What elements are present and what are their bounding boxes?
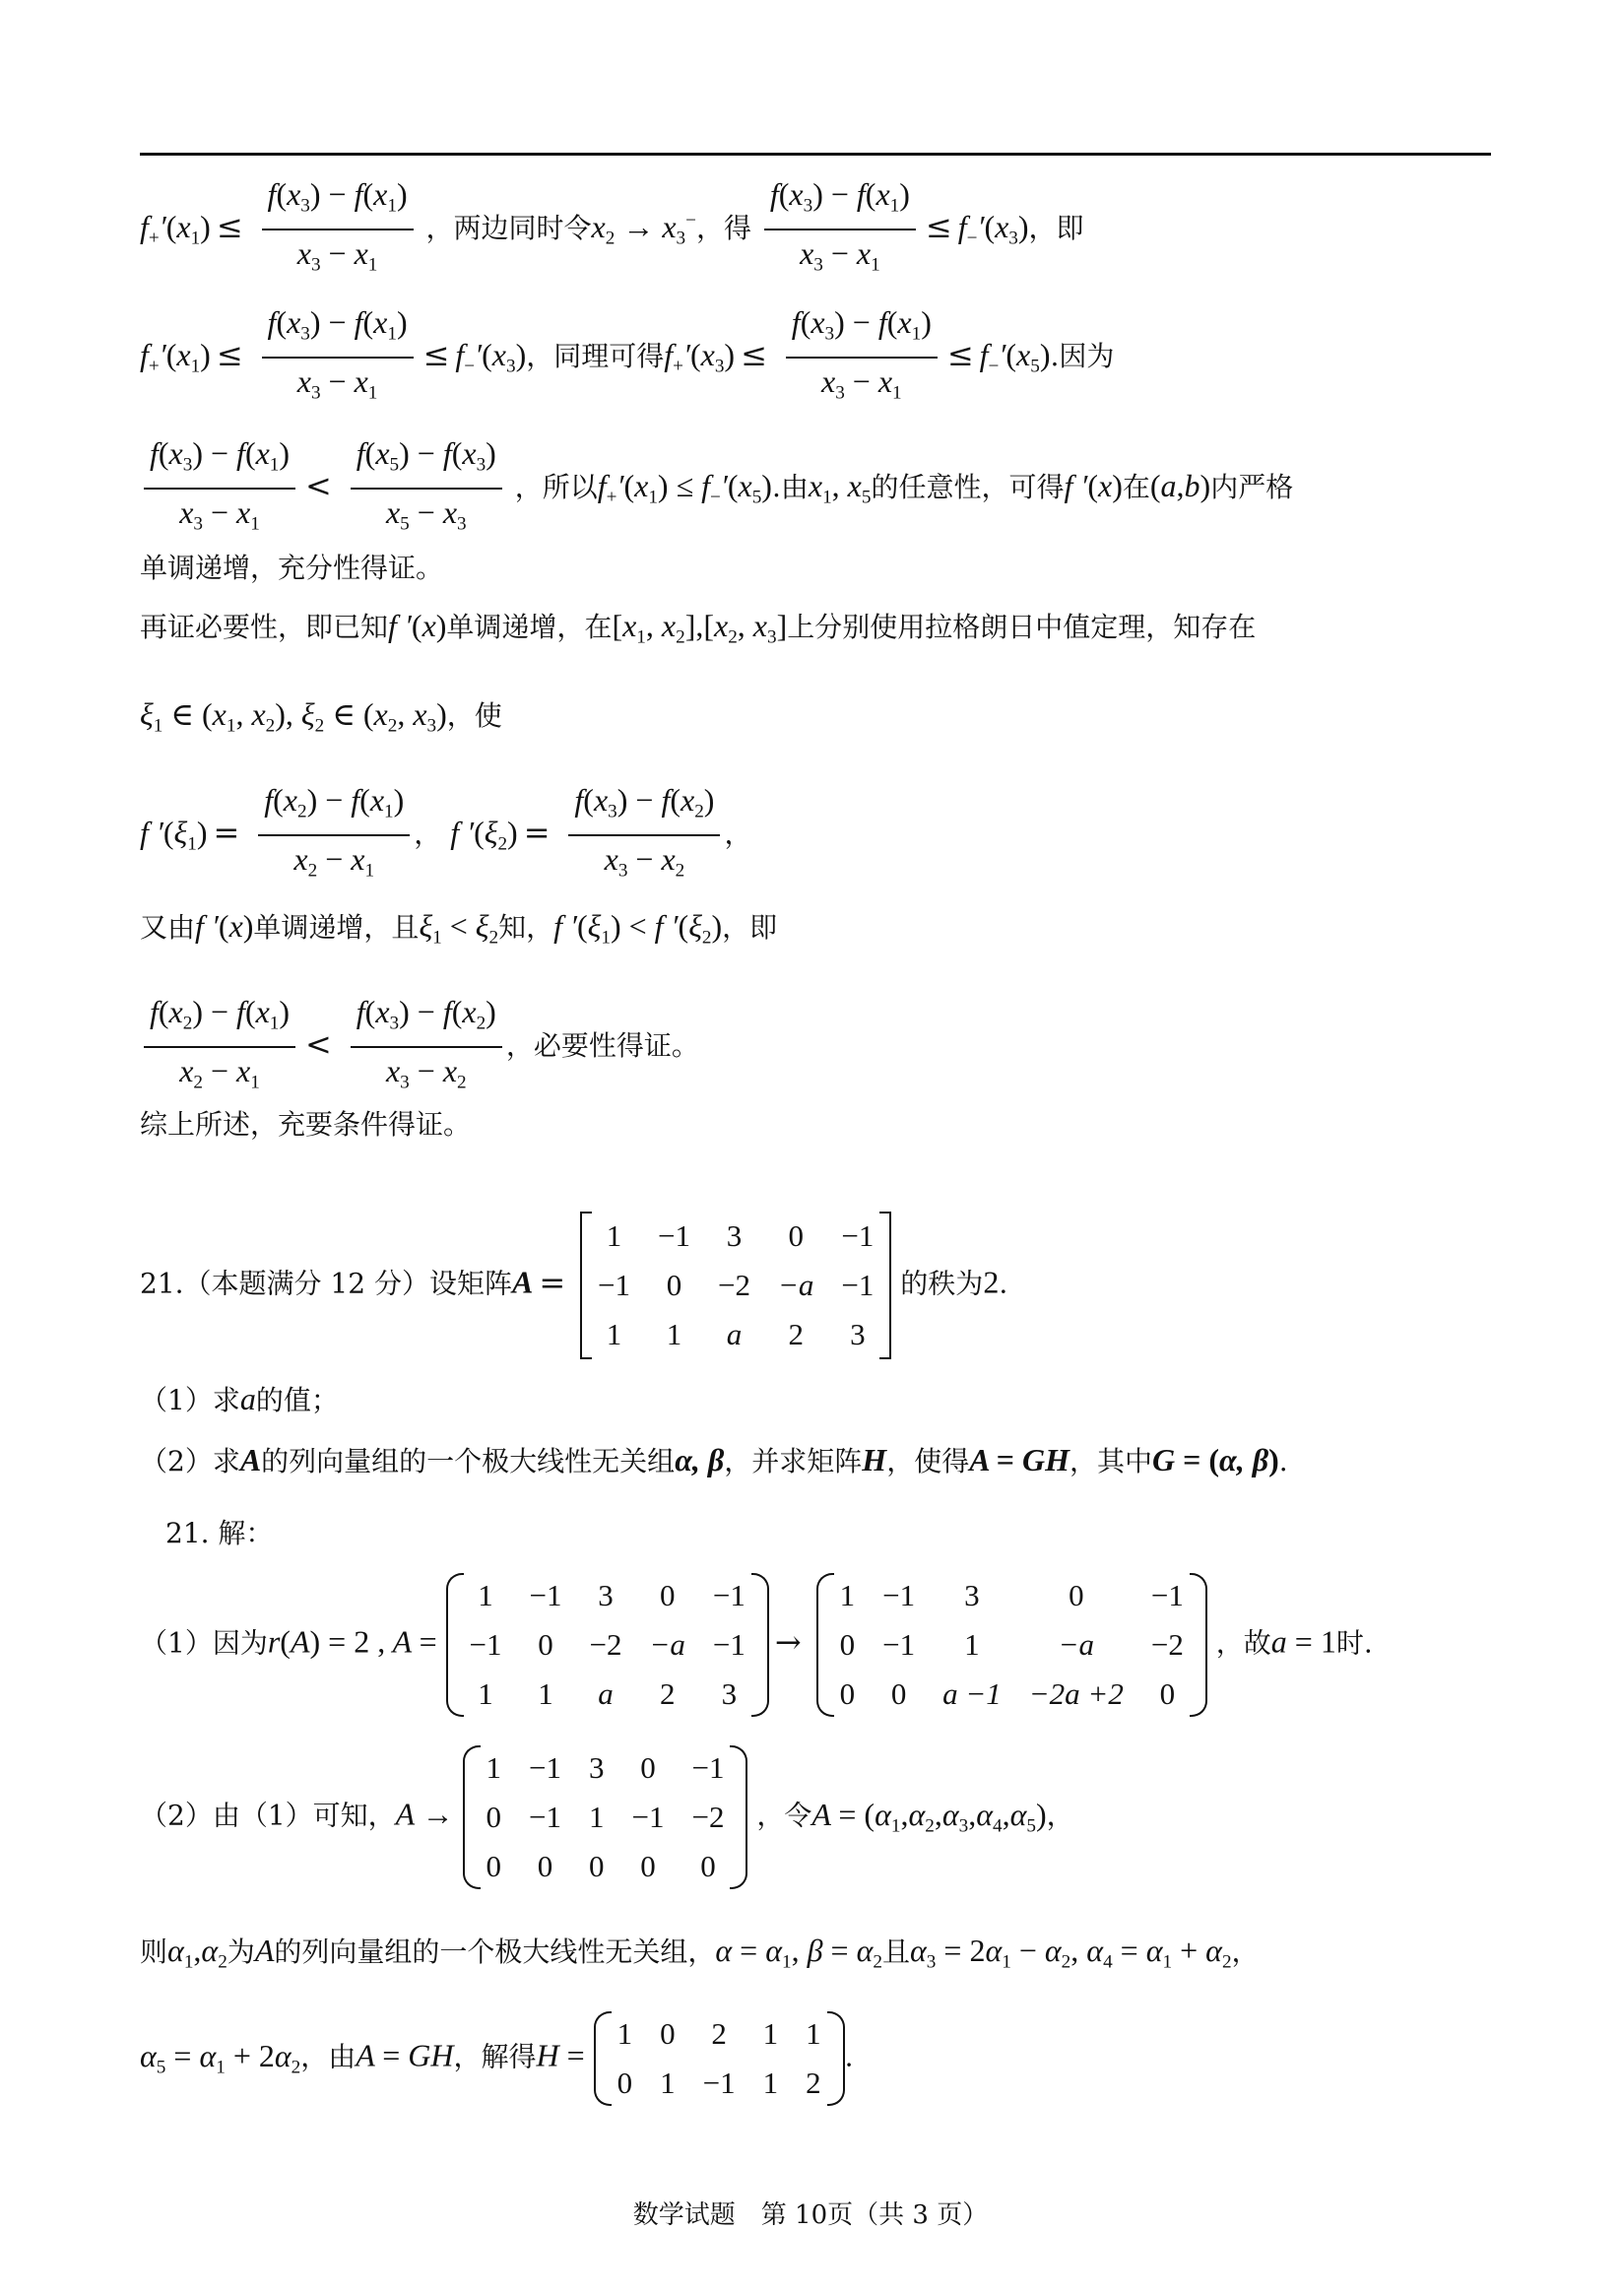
proof-line-10: 综上所述，充要条件得证。 <box>140 1108 472 1141</box>
matrix-A-original <box>446 1571 769 1719</box>
matrix-A-reduced-cell: 0 <box>537 1849 553 1883</box>
matrix-A-reduced-cell: 3 <box>589 1750 605 1785</box>
proof-line-7: f $'(\xi_1)$ = $\frac{f(x_2) - f(x_1)}{x_2 - x_1}$ ， f $'(\xi_2)$ = $\frac{f(x_3) - f(x_2)}{x_3 - x_2}$ ， <box>140 778 751 893</box>
matrix-A-cell: 0 <box>788 1218 804 1253</box>
matrix-A-reduced-cell: 0 <box>486 1849 502 1883</box>
matrix-A-cell: a <box>726 1317 743 1351</box>
matrix-A-row-reduced-cell: −2a +2 <box>1028 1676 1124 1711</box>
matrix-H-cell: 0 <box>660 2016 676 2051</box>
matrix-A-row-reduced-cell: 0 <box>890 1676 907 1711</box>
matrix-A-row-reduced-cell: 0 <box>839 1627 856 1662</box>
matrix-A-original-cell: 1 <box>538 1676 553 1711</box>
matrix-A-cell: 1 <box>606 1317 622 1351</box>
matrix-A-reduced-cell: 0 <box>700 1849 716 1883</box>
matrix-A-reduced-cell: 0 <box>640 1750 656 1785</box>
matrix-H-cell: 1 <box>616 2016 633 2051</box>
matrix-A-cell: 3 <box>726 1218 743 1253</box>
matrix-A-reduced-cell: −1 <box>529 1750 561 1785</box>
question-21-part-2: （2）求A的列向量组的一个极大线性无关组α, β，并求矩阵H，使得A = GH，其中G = (α, β). <box>140 1442 1288 1477</box>
matrix-A-cell: 0 <box>666 1268 682 1302</box>
matrix-A-cell: −a <box>777 1268 814 1302</box>
matrix-A-original-cell: 1 <box>478 1676 493 1711</box>
matrix-H-cell: 0 <box>616 2066 633 2100</box>
matrix-A-reduced-cell: 0 <box>589 1849 605 1883</box>
proof-line-1: $f_+'(x_1)$ ≤ $\frac{f(x_3) - f(x_1)}{x_3 - x_1}$ ，两边同时令$x_2 \to x_3^-$，得 $\frac{f(x_3) - f(x_1)}{x_3 - x_1}$ ≤ $f_-'(x_3)$，即 <box>140 172 1084 288</box>
matrix-A-cell: −1 <box>841 1268 875 1302</box>
matrix-A-row-reduced-cell: 0 <box>839 1676 856 1711</box>
solution-heading: 21. 解： <box>165 1517 274 1549</box>
matrix-A-reduced-cell: 0 <box>640 1849 656 1883</box>
matrix-A-row-reduced-cell: 1 <box>964 1627 980 1662</box>
matrix-A-row-reduced-cell: −a <box>1058 1627 1095 1662</box>
matrix-A-cell: 3 <box>850 1317 866 1351</box>
matrix-A <box>580 1212 891 1359</box>
matrix-A-row-reduced-cell: −2 <box>1150 1627 1184 1662</box>
matrix-A-original-cell: 1 <box>478 1578 493 1612</box>
matrix-A-original-cell: −a <box>649 1627 685 1662</box>
matrix-A-cell: 2 <box>788 1317 804 1351</box>
header-rule <box>140 153 1491 156</box>
matrix-H-cell: −1 <box>702 2066 736 2100</box>
matrix-A-cell: −2 <box>718 1268 750 1302</box>
matrix-A-row-reduced-cell: −1 <box>1150 1578 1184 1612</box>
question-21-part-1: （1）求a的值； <box>140 1381 339 1416</box>
matrix-A-row-reduced-cell: 1 <box>839 1578 856 1612</box>
matrix-A-reduced-cell: −2 <box>691 1800 725 1834</box>
matrix-A-original-cell: −1 <box>529 1578 562 1612</box>
matrix-A-row-reduced <box>816 1571 1207 1719</box>
matrix-A-cell: 1 <box>606 1218 622 1253</box>
solution-part-1: （1）因为r(A) = 2 , A = 1 −1 3 0 −1 −1 0 −2 −a −1 1 1 a 2 3 → 1 −1 3 0 −1 0 −1 1 −a −2 0 0 a −1 −2a +2 0 ，故a = 1时. <box>140 1571 1373 1719</box>
proof-line-6: $\xi_1$ ∈ ($x_1$, $x_2$), $\xi_2$ ∈ ($x_2$, $x_3$)，使 <box>140 696 502 737</box>
proof-line-4: 单调递增，充分性得证。 <box>140 552 444 584</box>
matrix-A-original-cell: 3 <box>721 1676 738 1711</box>
matrix-A-reduced-cell: −1 <box>631 1800 665 1834</box>
matrix-A-cell: −1 <box>658 1218 690 1253</box>
proof-line-3: $\frac{f(x_3) - f(x_1)}{x_3 - x_1}$ < $\frac{f(x_5) - f(x_3)}{x_5 - x_3}$ ，所以$f_+'(x_1) \le f_-'(x_5)$.由$x_1$, $x_5$的任意性，可得f ′(x)在(a,b)内严格 <box>140 431 1293 547</box>
matrix-H-cell: 2 <box>711 2016 727 2051</box>
matrix-H-cell: 2 <box>806 2066 821 2100</box>
question-21: 21.（本题满分 12 分）设矩阵A = 1 −1 3 0 −1 −1 0 −2 −a −1 1 1 a 2 3 的秩为2. <box>140 1212 1007 1359</box>
matrix-A-original-cell: 0 <box>659 1578 676 1612</box>
page-footer: 数学试题 第 10页（共 3 页） <box>632 2200 989 2230</box>
matrix-H-cell: 1 <box>762 2016 779 2051</box>
matrix-A-reduced <box>463 1743 748 1891</box>
matrix-A-cell: −1 <box>598 1268 631 1302</box>
matrix-A-row-reduced-cell: 3 <box>964 1578 980 1612</box>
solution-line-4: $\alpha_5 = \alpha_1 + 2\alpha_2$，由A = GH，解得H = 1 0 2 1 1 0 1 −1 1 2 . <box>140 2009 853 2108</box>
matrix-A-original-cell: −1 <box>712 1627 746 1662</box>
matrix-A-row-reduced-cell: 0 <box>1159 1676 1176 1711</box>
proof-line-2: $f_+'(x_1)$ ≤ $\frac{f(x_3) - f(x_1)}{x_3 - x_1}$ ≤ $f_-'(x_3)$，同理可得$f_+'(x_3)$ ≤ $\frac{f(x_3) - f(x_1)}{x_3 - x_1}$ ≤ $f_-'(x_5)$.因为 <box>140 300 1114 416</box>
solution-part-2: （2）由（1）可知，A → 1 −1 3 0 −1 0 −1 1 −1 −2 0 0 0 0 0 ，令$A = (\alpha_1,\alpha_2,\alpha_3,\alpha_4,\alpha_5)$， <box>140 1743 1074 1891</box>
matrix-A-original-cell: 2 <box>659 1676 676 1711</box>
solution-line-3: 则$\alpha_1,\alpha_2$为A的列向量组的一个极大线性无关组，$\alpha = \alpha_1$, $\beta = \alpha_2$且$\alpha_3 = 2\alpha_1 - \alpha_2$, $\alpha_4 = \alpha_1 + \alpha_2$， <box>140 1933 1260 1973</box>
matrix-A-cell: 1 <box>666 1317 682 1351</box>
matrix-A-original-cell: 0 <box>538 1627 553 1662</box>
matrix-A-cell: −1 <box>841 1218 875 1253</box>
matrix-A-row-reduced-cell: −1 <box>882 1627 916 1662</box>
matrix-A-original-cell: −2 <box>589 1627 622 1662</box>
matrix-H-cell: 1 <box>806 2016 821 2051</box>
matrix-A-original-cell: −1 <box>712 1578 746 1612</box>
matrix-A-row-reduced-cell: a −1 <box>942 1676 1002 1711</box>
matrix-H-cell: 1 <box>660 2066 676 2100</box>
matrix-A-row-reduced-cell: 0 <box>1069 1578 1084 1612</box>
matrix-A-original-cell: −1 <box>469 1627 502 1662</box>
matrix-A-reduced-cell: 1 <box>486 1750 502 1785</box>
matrix-A-reduced-cell: 1 <box>589 1800 605 1834</box>
matrix-A-original-cell: 3 <box>598 1578 614 1612</box>
matrix-A-reduced-cell: −1 <box>691 1750 725 1785</box>
proof-line-8: 又由f ′(x)单调递增，且$\xi_1 < \xi_2$知，f $'(\xi_1) < f$ $'(\xi_2)$，即 <box>140 908 778 949</box>
matrix-H <box>594 2009 845 2108</box>
matrix-A-reduced-cell: −1 <box>529 1800 561 1834</box>
matrix-A-reduced-cell: 0 <box>486 1800 502 1834</box>
proof-line-5: 再证必要性，即已知f ′(x)单调递增，在[$x_1$, $x_2],[x_2$, $x_3$]上分别使用拉格朗日中值定理，知存在 <box>140 608 1257 648</box>
proof-line-9: $\frac{f(x_2) - f(x_1)}{x_2 - x_1}$ < $\frac{f(x_3) - f(x_2)}{x_3 - x_2}$ ，必要性得证。 <box>140 990 699 1105</box>
matrix-A-row-reduced-cell: −1 <box>882 1578 916 1612</box>
matrix-A-original-cell: a <box>598 1676 614 1711</box>
matrix-H-cell: 1 <box>762 2066 779 2100</box>
